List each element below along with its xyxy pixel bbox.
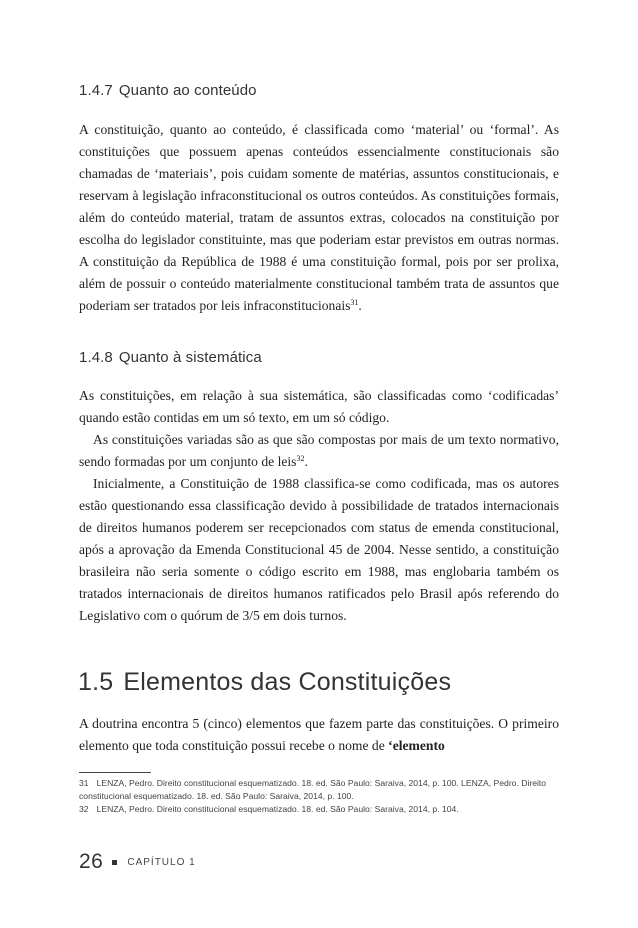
paragraph-text: A doutrina encontra 5 (cinco) elementos que fazem parte das constituições. O primeiro elemento que toda constituição possui recebe o nome de [79,716,559,754]
section-1-4-8-heading [79,349,262,366]
section-1-4-8-body [79,385,559,628]
page-number: 26 [79,850,104,873]
section-1-5-heading [78,668,451,697]
footnotes [79,777,561,817]
footnote-31 [79,777,561,803]
section-1-5-body [79,713,559,757]
chapter-label: CAPÍTULO 1 [127,856,196,868]
paragraph [79,429,559,473]
section-title: Elementos das Constituições [123,668,452,696]
section-title: Quanto ao conteúdo [118,82,257,99]
footnote-separator [79,772,151,773]
bold-term: ‘elemento [388,738,445,754]
section-number: 1.5 [78,668,114,696]
footnote-number: 31 [79,778,89,788]
paragraph-text: A constituição, quanto ao conteúdo, é classificada como ‘material’ ou ‘formal’. As constituições que possuem apenas conteúdos essencialmente constitucionais são chamadas de ‘materiais’, pois cuidam somente de matérias, assuntos constitucionais, e reservam à legislação infraconstitucional os outros conteúdos. As constituições formais, além do conteúdo material, tratam de assuntos extras, colocados na constituição por escolha do legislador constituinte, mas que poderiam estar previstos em outras normas. A constituição da República de 1988 é uma constituição formal, pois por ser prolixa, além de possuir o conteúdo materialmente constitucional também trata de assuntos que poderiam ser tratados por leis infraconstitucionais [79,122,559,314]
section-number: 1.4.7 [79,82,113,99]
section-number: 1.4.8 [79,349,113,366]
section-title: Quanto à sistemática [118,349,262,366]
paragraph-end: . [304,454,308,470]
footnote-ref-32: 32 [296,454,305,464]
footnote-number: 32 [79,804,89,815]
footnote-ref-31: 31 [350,298,359,308]
footnote-text: LENZA, Pedro. Direito constitucional esquematizado. 18. ed. São Paulo: Saraiva, 2014, p. 100. LENZA, Pedro. Direito constitucional esquematizado. 18. ed. São Paulo: Saraiva, 2014, p. 100. [79,778,547,802]
footnote-32 [79,803,561,816]
section-1-4-7-body [79,119,559,317]
footnote-text: LENZA, Pedro. Direito constitucional esquematizado. 18. ed. São Paulo: Saraiva, 2014, p. 104. [96,804,459,815]
page-footer [79,848,196,876]
square-bullet-icon [112,860,117,865]
paragraph: Inicialmente, a Constituição de 1988 classifica-se como codificada, mas os autores estão questionando essa classificação devido à possibilidade de tratados internacionais de direitos humanos poderem ser recepcionados com status de emenda constitucional, após a aprovação da Emenda Constitucional 45 de 2004. Nesse sentido, a constituição brasileira não seria somente o código escrito em 1988, mas englobaria também os tratados internacionais de direitos humanos ratificados pelo Brasil após referendo do Legislativo com o quórum de 3/5 em dois turnos. [79,476,559,624]
section-1-4-7-heading [79,82,257,99]
paragraph-end: . [358,298,362,314]
paragraph: As constituições, em relação à sua sistemática, são classificadas como ‘codificadas’ quando estão contidas em um só texto, em um só código. [79,388,559,426]
paragraph [79,119,559,317]
paragraph [79,713,559,757]
paragraph-text: As constituições variadas são as que são compostas por mais de um texto normativo, sendo formadas por um conjunto de leis [79,432,559,470]
